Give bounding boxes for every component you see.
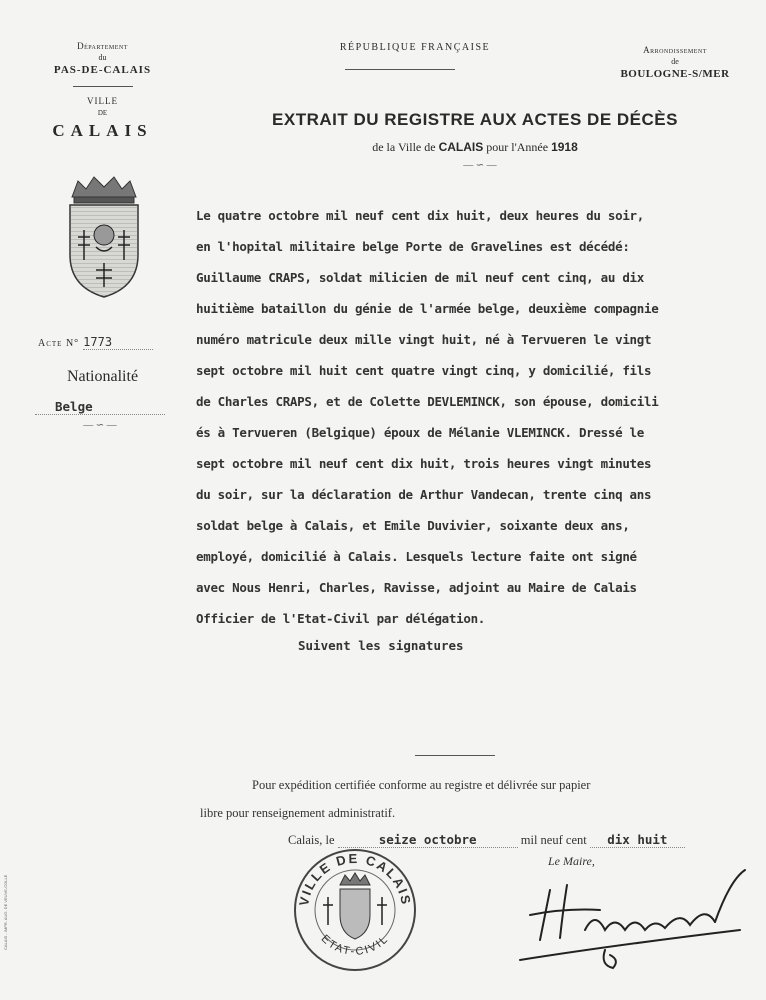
ville-name: CALAIS xyxy=(52,121,153,140)
body-line: du soir, sur la déclaration de Arthur Vandecan, trente cinq ans xyxy=(196,487,652,502)
right-header xyxy=(595,44,755,80)
nationalite-value-row xyxy=(35,398,165,416)
body-line: Officier de l'Etat-Civil par délégation. xyxy=(196,611,486,626)
signatures-line: Suivent les signatures xyxy=(298,638,464,653)
subtitle-city: CALAIS xyxy=(438,140,484,154)
body-line: numéro matricule deux mille vingt huit, né à Tervueren le vingt xyxy=(196,332,652,347)
arrondissement-name: BOULOGNE-S/MER xyxy=(620,68,730,80)
body-line: Le quatre octobre mil neuf cent dix huit, deux heures du soir, xyxy=(196,208,644,223)
printer-imprint: CALAIS - IMPR. AUG. DE VEUVE-COLLE xyxy=(3,874,8,950)
acte-number: 1773 xyxy=(83,335,153,350)
coat-of-arms-icon xyxy=(64,175,144,300)
body-line: avec Nous Henri, Charles, Ravisse, adjoint au Maire de Calais xyxy=(196,580,637,595)
date-year: dix huit xyxy=(590,832,685,848)
body-line: employé, domicilié à Calais. Lesquels lecture faite ont signé xyxy=(196,549,637,564)
printer-imprint-wrap xyxy=(3,870,15,950)
departement-label: Département xyxy=(77,41,128,51)
left-header xyxy=(20,40,185,140)
date-prefix: Calais, le xyxy=(288,833,335,847)
ornament-divider: — ∽ — xyxy=(83,420,117,431)
body-line: Guillaume CRAPS, soldat milicien de mil neuf cent cinq, au dix xyxy=(196,270,644,285)
document-subtitle xyxy=(230,140,720,155)
stamp-top-text: VILLE DE CALAIS xyxy=(296,850,414,908)
etat-civil-stamp-icon xyxy=(290,845,420,975)
body-line: de Charles CRAPS, et de Colette DEVLEMINCK, son épouse, domicili xyxy=(196,394,659,409)
ville-label: VILLE xyxy=(87,96,118,106)
de-label: DE xyxy=(97,109,108,117)
certification-line-2: libre pour renseignement administratif. xyxy=(200,806,396,820)
body-line: sept octobre mil neuf cent dix huit, trois heures vingt minutes xyxy=(196,456,652,471)
subtitle-year: 1918 xyxy=(551,140,578,154)
body-line: en l'hopital militaire belge Porte de Gravelines est décédé: xyxy=(196,239,630,254)
header-rule xyxy=(345,69,455,70)
du-label: du xyxy=(98,53,107,62)
le-maire-label: Le Maire, xyxy=(548,854,595,868)
body-line: soldat belge à Calais, et Emile Duvivier, soixante deux ans, xyxy=(196,518,630,533)
body-line: sept octobre mil huit cent quatre vingt cinq, y domicilié, fils xyxy=(196,363,652,378)
stamp-bottom-text: ETAT-CIVIL xyxy=(318,932,392,958)
date-mid: mil neuf cent xyxy=(520,833,587,847)
certificate-body xyxy=(196,200,766,634)
nationalite-label: Nationalité xyxy=(66,368,139,385)
title-ornament: — ∽ — xyxy=(463,160,497,171)
arrondissement-label: Arrondissement xyxy=(643,45,707,55)
body-line: huitième bataillon du génie de l'armée belge, deuxième compagnie xyxy=(196,301,659,316)
departement-name: PAS-DE-CALAIS xyxy=(53,64,152,76)
subtitle-mid: pour l'Année xyxy=(486,140,549,154)
certification-line-1: Pour expédition certifiée conforme au registre et délivrée sur papier xyxy=(252,778,591,792)
acte-number-row xyxy=(38,333,178,351)
body-line: és à Tervueren (Belgique) époux de Mélanie VLEMINCK. Dressé le xyxy=(196,425,644,440)
mayor-signature-icon xyxy=(505,860,755,975)
republique-header: RÉPUBLIQUE FRANÇAISE xyxy=(339,42,491,53)
acte-label: Acte N° xyxy=(38,338,80,349)
date-day: seize octobre xyxy=(338,832,518,848)
nationalite-value: Belge xyxy=(35,399,165,415)
de-right-label: de xyxy=(671,57,679,66)
subtitle-prefix: de la Ville de xyxy=(372,140,436,154)
footer-rule xyxy=(415,755,495,756)
document-title: EXTRAIT DU REGISTRE AUX ACTES DE DÉCÈS xyxy=(272,110,678,129)
